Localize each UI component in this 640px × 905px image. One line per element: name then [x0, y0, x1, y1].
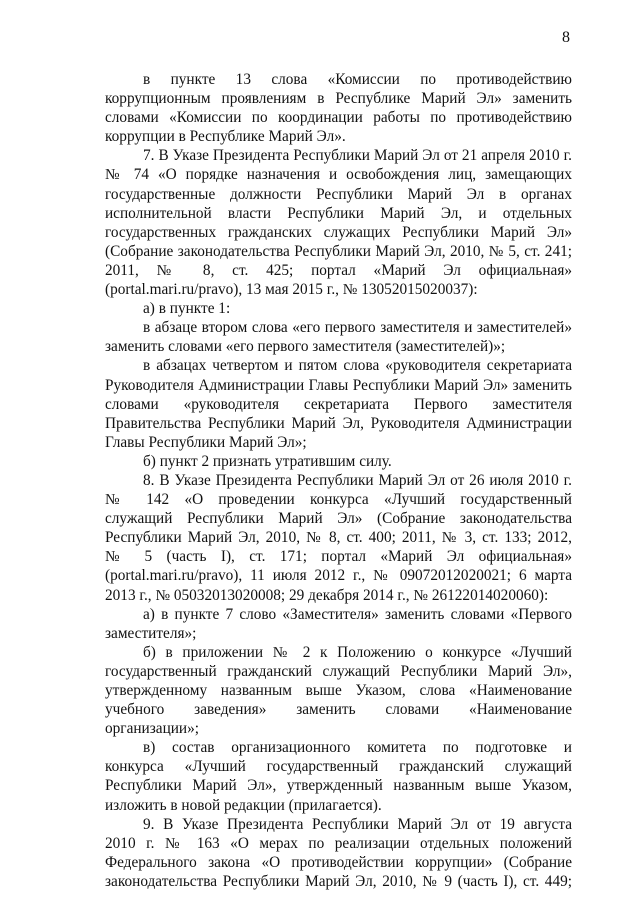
text-line: 7. В Указе Президента Республики Марий Эл от 21 апреля 2010 г.	[143, 147, 572, 165]
text-line: заменить словами «его первого заместителя (заместителей)»;	[105, 338, 506, 356]
text-line: Федерального закона «О противодействии коррупции» (Собрание	[105, 853, 572, 871]
text-line: в) состав организационного комитета по подготовке и	[143, 739, 572, 757]
text-line: 2010 г. № 163 «О мерах по реализации отдельных положений	[105, 834, 572, 852]
page-number: 8	[562, 29, 570, 46]
text-line: № 5 (часть I), ст. 171; портал «Марий Эл официальная»	[105, 548, 572, 566]
text-line: коррупционным проявлениям в Республике Марий Эл» заменить	[105, 90, 572, 108]
text-line: учебного заведения» заменить словами «Наименование	[105, 701, 572, 719]
text-line: государственных гражданских служащих Республики Марий Эл»	[105, 223, 572, 241]
text-line: государственный гражданский служащий Республики Марий Эл»,	[105, 662, 572, 680]
text-line: заместителя»;	[105, 624, 197, 642]
text-line: а) в пункте 7 слово «Заместителя» заменить словами «Первого	[143, 605, 572, 623]
text-line: Главы Республики Марий Эл»;	[105, 433, 307, 451]
text-line: 2013 г., № 05032013020008; 29 декабря 2014 г., № 26122014020060):	[105, 586, 549, 604]
text-line: 2011, № 8, ст. 425; портал «Марий Эл официальная»	[105, 261, 572, 279]
text-line: Руководителя Администрации Главы Республики Марий Эл» заменить	[105, 376, 572, 394]
text-line: № 74 «О порядке назначения и освобождения лиц, замещающих	[105, 166, 572, 184]
text-line: Республики Марий Эл», утвержденный названным выше Указом,	[105, 777, 572, 795]
text-line: 8. В Указе Президента Республики Марий Эл от 26 июля 2010 г.	[143, 471, 572, 489]
text-line: в абзацах четвертом и пятом слова «руководителя секретариата	[143, 357, 572, 375]
text-line: в абзаце втором слова «его первого заместителя и заместителей»	[143, 319, 572, 337]
text-line: утвержденному названным выше Указом, слова «Наименование	[105, 682, 572, 699]
text-line: Республики Марий Эл, 2010, № 8, ст. 400; 2011, № 3, ст. 133; 2012,	[105, 529, 572, 547]
text-line: служащий Республики Марий Эл» (Собрание законодательства	[105, 510, 572, 528]
text-line: словами «Комиссии по координации работы по противодействию	[105, 109, 572, 127]
text-line: Правительства Республики Марий Эл, Руководителя Администрации	[105, 414, 572, 432]
text-line: 9. В Указе Президента Республики Марий Эл от 19 августа	[143, 815, 572, 833]
text-line: коррупции в Республике Марий Эл».	[105, 128, 346, 146]
text-line: в пункте 13 слова «Комиссии по противодействию	[143, 71, 572, 88]
text-line: изложить в новой редакции (прилагается).	[105, 796, 382, 814]
text-line: б) в приложении № 2 к Положению о конкурсе «Лучший	[143, 643, 572, 661]
text-line: (portal.mari.ru/pravo), 11 июля 2012 г., № 09072012020021; 6 марта	[105, 567, 572, 585]
text-line: (portal.mari.ru/pravo), 13 мая 2015 г., № 13052015020037):	[105, 281, 478, 299]
text-line: б) пункт 2 признать утратившим силу.	[143, 452, 392, 470]
text-line: организации»;	[105, 720, 200, 738]
text-line: государственные должности Республики Марий Эл в органах	[105, 185, 572, 203]
text-line: исполнительной власти Республики Марий Эл, и отдельных	[105, 204, 572, 222]
text-line: (Собрание законодательства Республики Марий Эл, 2010, № 5, ст. 241;	[105, 242, 572, 260]
text-line: словами «руководителя секретариата Первого заместителя	[105, 395, 572, 413]
document-body	[105, 70, 572, 891]
text-line: № 142 «О проведении конкурса «Лучший государственный	[105, 491, 572, 509]
text-line: а) в пункте 1:	[143, 300, 231, 318]
text-line: законодательства Республики Марий Эл, 2010, № 9 (часть I), ст. 449;	[105, 872, 572, 890]
text-line: конкурса «Лучший государственный гражданский служащий	[105, 758, 572, 776]
